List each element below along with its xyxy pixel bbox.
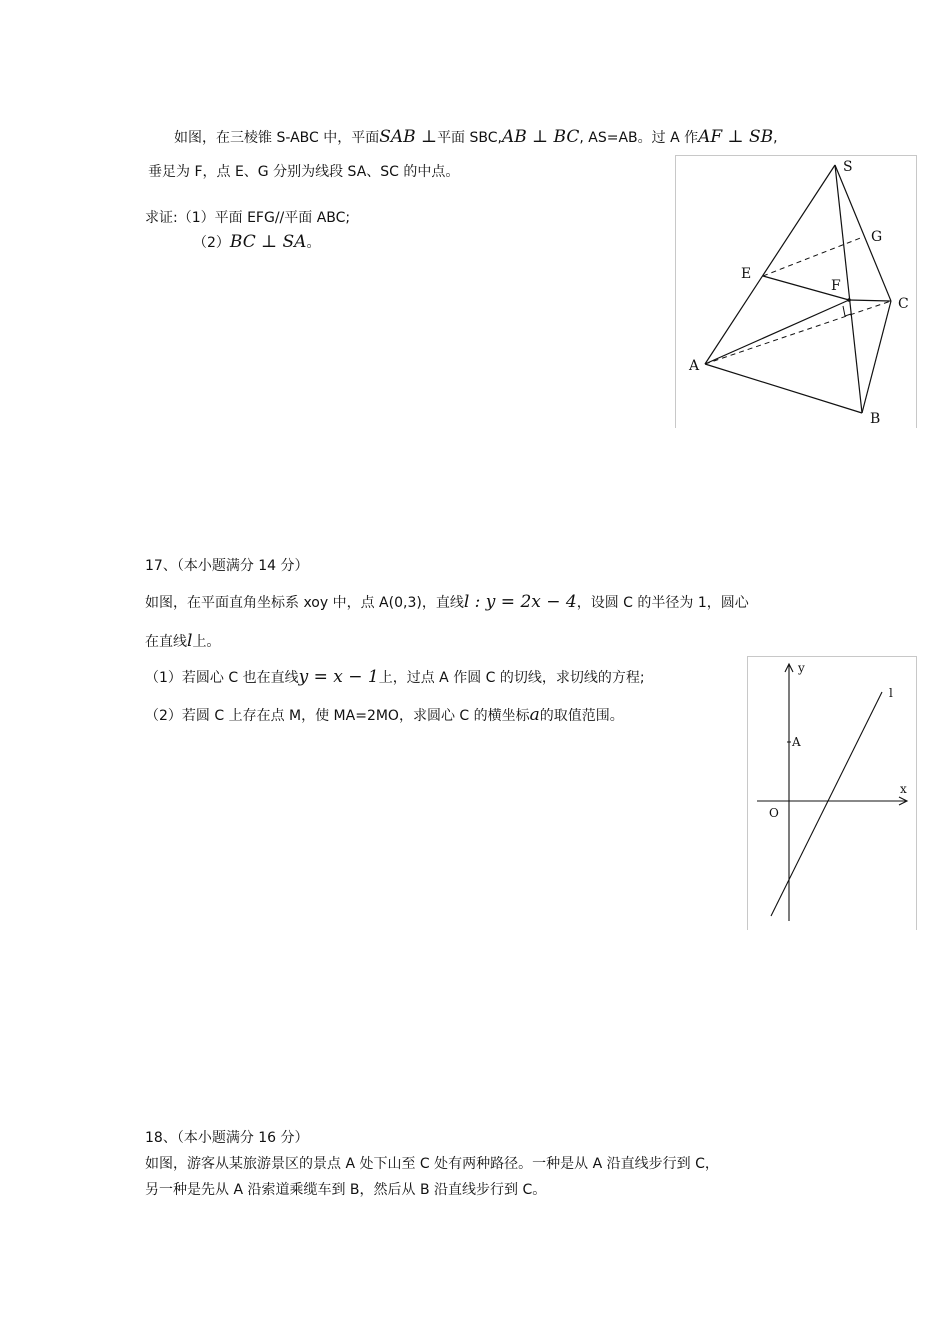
p16-line3: 求证:（1）平面 EFG//平面 ABC; bbox=[145, 210, 351, 226]
p17-line2-b: 上。 bbox=[192, 634, 221, 650]
p18-header: 18、（本小题满分 16 分） bbox=[145, 1130, 309, 1146]
p16-line1-c: , AS=AB。过 A 作 bbox=[579, 130, 699, 146]
p17-math-l: l bbox=[187, 631, 193, 651]
label-C: C bbox=[898, 296, 909, 312]
label-G: G bbox=[871, 229, 883, 245]
label-S: S bbox=[843, 159, 853, 175]
p16-line4-b: 。 bbox=[306, 235, 321, 251]
p17-line4 bbox=[145, 705, 624, 726]
p16-line2: 垂足为 F，点 E、G 分别为线段 SA、SC 的中点。 bbox=[148, 164, 460, 180]
p18-line2: 另一种是先从 A 沿索道乘缆车到 B，然后从 B 沿直线步行到 C。 bbox=[145, 1182, 547, 1198]
pyramid-svg bbox=[675, 155, 917, 428]
right-angle-mark bbox=[843, 306, 851, 316]
p16-math-bc-perp-sa: BC ⊥ SA bbox=[229, 232, 307, 252]
p17-line3 bbox=[145, 667, 645, 688]
p16-line4-a: （2） bbox=[193, 235, 230, 251]
p16-line1-d: , bbox=[773, 130, 778, 146]
p17-math-y-eq-x-minus-1: y = x − 1 bbox=[298, 667, 379, 687]
p16-line1-b: 平面 SBC, bbox=[437, 130, 502, 146]
p18-line1: 如图，游客从某旅游景区的景点 A 处下山至 C 处有两种路径。一种是从 A 沿直线步行到 C， bbox=[145, 1156, 719, 1172]
p17-header: 17、（本小题满分 14 分） bbox=[145, 558, 309, 574]
label-B: B bbox=[870, 411, 881, 427]
dashed-EG bbox=[763, 237, 863, 276]
edge-BC bbox=[862, 301, 891, 413]
p17-line4-a: （2）若圆 C 上存在点 M，使 MA=2MO，求圆心 C 的横坐标 bbox=[145, 708, 530, 724]
edge-SC bbox=[835, 165, 891, 301]
p17-line3-a: （1）若圆心 C 也在直线 bbox=[145, 670, 299, 686]
edge-AB bbox=[705, 364, 862, 413]
label-A: A bbox=[792, 735, 801, 749]
dashed-AC bbox=[705, 301, 891, 364]
segment-FC bbox=[849, 300, 891, 301]
p16-line1-a: 如图，在三棱锥 S-ABC 中，平面 bbox=[174, 130, 380, 146]
line-l bbox=[771, 692, 882, 916]
p16-math-af-perp-sb: AF ⊥ SB bbox=[698, 127, 774, 147]
p17-line4-b: 的取值范围。 bbox=[539, 708, 624, 724]
p17-line3-b: 上，过点 A 作圆 C 的切线，求切线的方程; bbox=[378, 670, 645, 686]
label-y: y bbox=[798, 661, 805, 675]
p16-math-sab-perp: SAB ⊥ bbox=[379, 127, 438, 147]
label-E: E bbox=[741, 266, 752, 282]
edge-SA bbox=[705, 165, 835, 364]
p17-line2-a: 在直线 bbox=[145, 634, 187, 650]
coordinate-figure bbox=[747, 656, 917, 930]
label-x: x bbox=[900, 782, 907, 796]
p17-line1-b: ，设圆 C 的半径为 1，圆心 bbox=[576, 595, 749, 611]
label-l: l bbox=[889, 686, 893, 700]
label-A: A bbox=[689, 358, 700, 374]
p16-line1 bbox=[174, 127, 778, 148]
p17-math-line-l: l : y = 2x − 4 bbox=[463, 592, 577, 612]
label-O: O bbox=[769, 806, 779, 820]
point-F bbox=[847, 298, 851, 302]
pyramid-figure bbox=[675, 155, 917, 428]
p17-line2 bbox=[145, 631, 220, 652]
p17-math-a: a bbox=[529, 705, 540, 725]
p17-line1 bbox=[145, 592, 749, 613]
p16-line4 bbox=[193, 232, 320, 253]
label-F: F bbox=[831, 278, 841, 294]
p16-math-ab-perp-bc: AB ⊥ BC bbox=[501, 127, 580, 147]
coordinate-svg bbox=[747, 656, 917, 930]
p17-line1-a: 如图，在平面直角坐标系 xoy 中，点 A(0,3)，直线 bbox=[145, 595, 464, 611]
